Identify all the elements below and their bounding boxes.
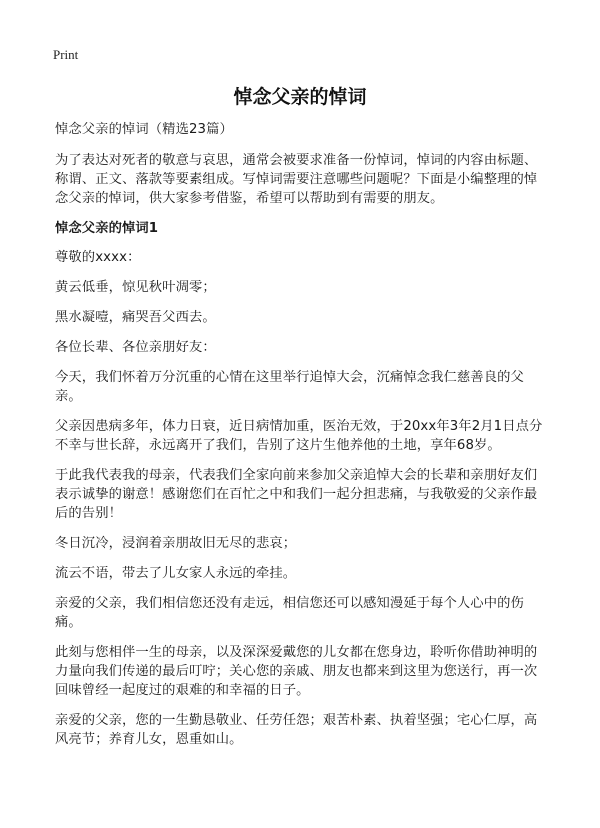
section-heading: 悼念父亲的悼词1 bbox=[55, 221, 159, 236]
body-paragraph: 流云不语，带去了儿女家人永远的牵挂。 bbox=[55, 566, 297, 581]
body-paragraph: 亲爱的父亲，我们相信您还没有走远，相信您还可以感知漫延于每个人心中的伤痛。 bbox=[55, 596, 524, 630]
document-body bbox=[55, 120, 548, 760]
intro-paragraph: 为了表达对死者的敬意与哀思，通常会被要求准备一份悼词，悼词的内容由标题、称谓、正文、落款等要素组成。写悼词需要注意哪些问题呢？下面是小编整理的悼念父亲的悼词，供大家参考借鉴，希望可以帮助到有需要的朋友。 bbox=[55, 153, 538, 206]
body-paragraph: 此刻与您相伴一生的母亲，以及深深爱戴您的儿女都在您身边，聆听你借助神明的力量向我们传递的最后叮咛；关心您的亲戚、朋友也都来到这里为您送行，再一次回味曾经一起度过的艰难的和幸福的日子。 bbox=[55, 645, 538, 698]
print-link[interactable]: Print bbox=[53, 47, 79, 62]
document-subtitle: 悼念父亲的悼词（精选23篇） bbox=[55, 122, 233, 137]
body-paragraph: 黄云低垂，惊见秋叶凋零； bbox=[55, 280, 216, 295]
page-title: 悼念父亲的悼词 bbox=[233, 86, 367, 108]
body-paragraph: 今天，我们怀着万分沉重的心情在这里举行追悼大会，沉痛悼念我仁慈善良的父亲。 bbox=[55, 370, 524, 404]
salutation: 尊敬的xxxx： bbox=[55, 250, 141, 265]
body-paragraph: 冬日沉冷，浸润着亲朋故旧无尽的悲哀； bbox=[55, 536, 297, 551]
body-paragraph: 亲爱的父亲，您的一生勤恳敬业、任劳任怨；艰苦朴素、执着坚强；宅心仁厚，高风亮节；养育儿女，恩重如山。 bbox=[55, 713, 538, 747]
body-paragraph: 各位长辈、各位亲朋好友： bbox=[55, 340, 216, 355]
body-paragraph: 黑水凝噎，痛哭吾父西去。 bbox=[55, 310, 216, 325]
body-paragraph: 于此我代表我的母亲，代表我们全家向前来参加父亲追悼大会的长辈和亲朋好友们表示诚挚的谢意！感谢您们在百忙之中和我们一起分担悲痛，与我敬爱的父亲作最后的告别！ bbox=[55, 468, 538, 521]
body-paragraph: 父亲因患病多年，体力日衰，近日病情加重，医治无效，于20xx年3年2月1日点分不幸与世长辞，永远离开了我们，告别了这片生他养他的土地，享年68岁。 bbox=[55, 419, 543, 453]
